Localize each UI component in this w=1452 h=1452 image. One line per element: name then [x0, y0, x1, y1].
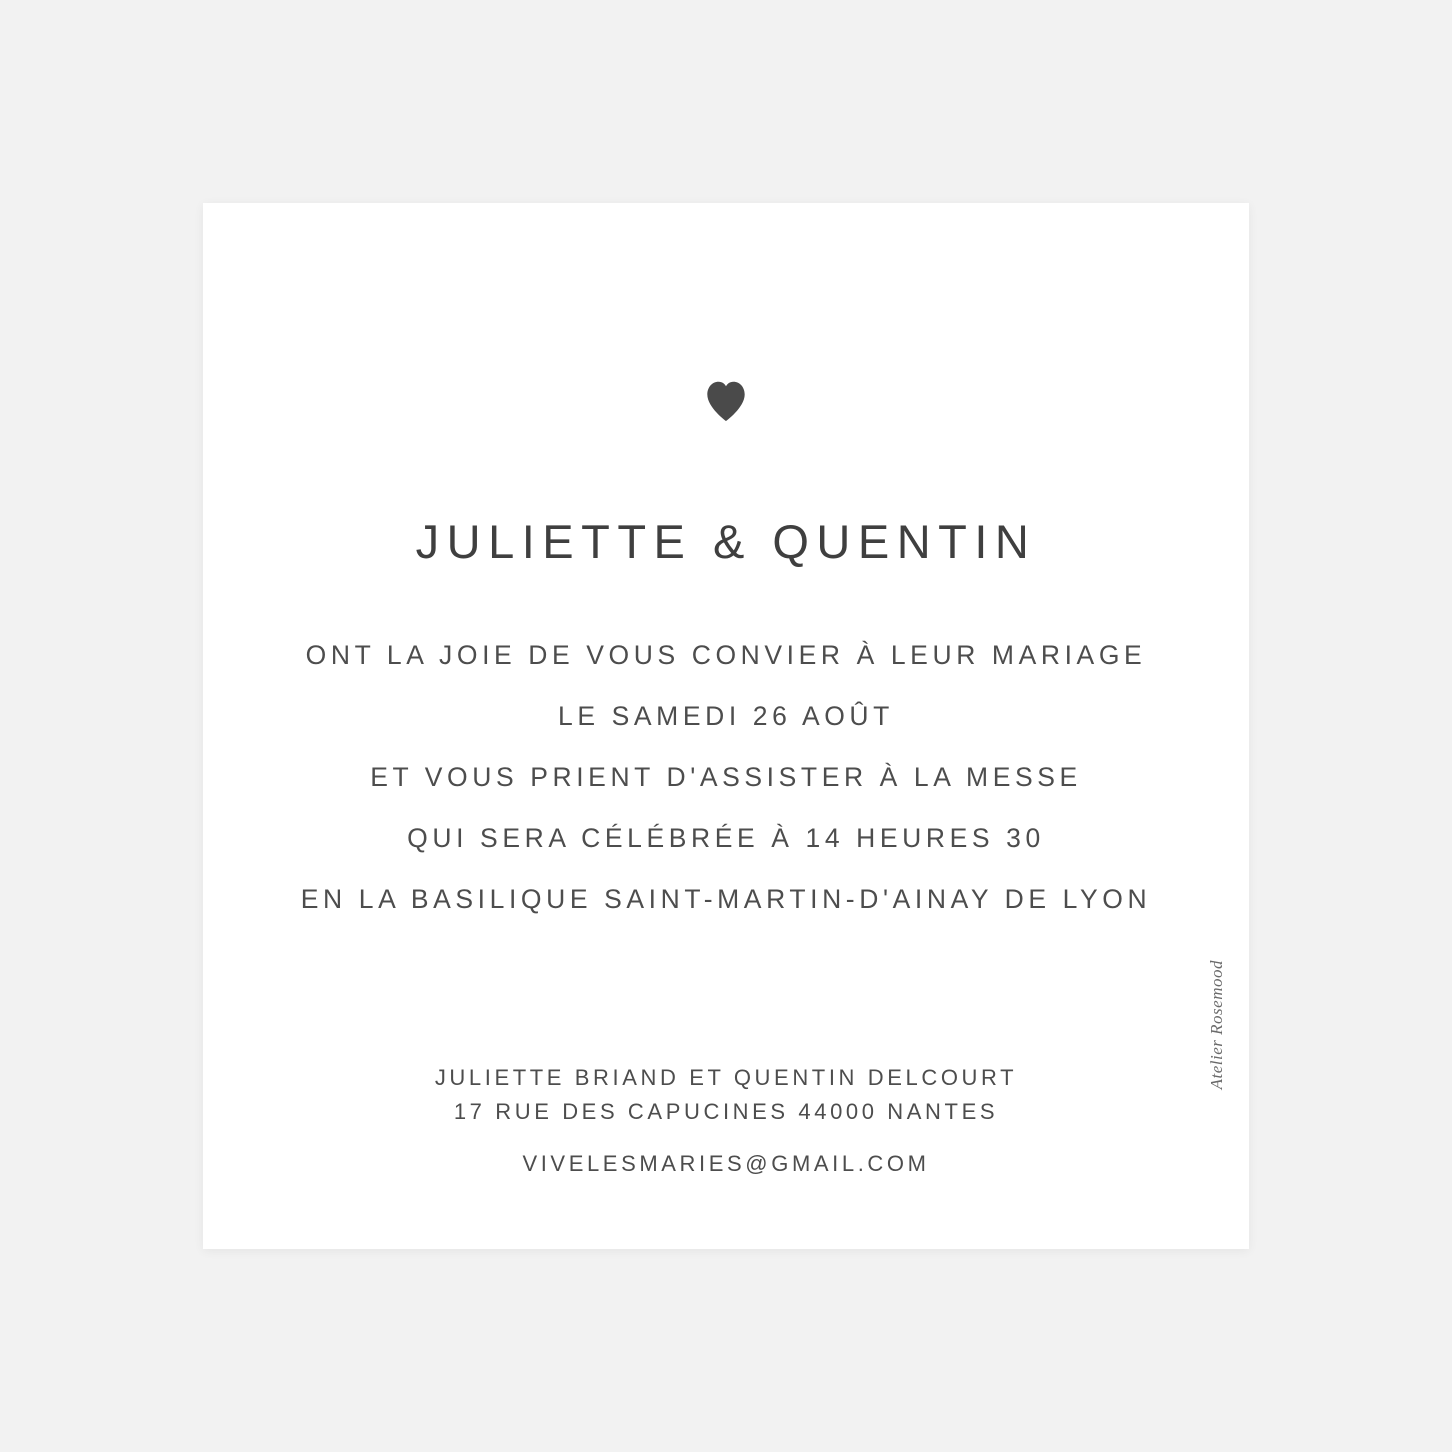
couple-names: JULIETTE & QUENTIN	[415, 515, 1037, 568]
invitation-line: LE SAMEDI 26 AOÛT	[558, 701, 894, 731]
invitation-text	[203, 625, 1249, 930]
sender-details	[203, 1061, 1249, 1177]
sender-names: JULIETTE BRIAND ET QUENTIN DELCOURT	[434, 1065, 1018, 1090]
studio-credit: Atelier Rosemood	[1207, 959, 1226, 1089]
invitation-line: QUI SERA CÉLÉBRÉE À 14 HEURES 30	[407, 823, 1045, 853]
wedding-invitation-card	[203, 203, 1249, 1249]
sender-address: 17 RUE DES CAPUCINES 44000 NANTES	[453, 1099, 999, 1124]
invitation-line: ET VOUS PRIENT D'ASSISTER À LA MESSE	[370, 762, 1082, 792]
invitation-line: EN LA BASILIQUE SAINT-MARTIN-D'AINAY DE LYON	[300, 884, 1152, 914]
heart-icon	[703, 378, 749, 424]
sender-email: VIVELESMARIES@GMAIL.COM	[522, 1151, 930, 1176]
invitation-line: ONT LA JOIE DE VOUS CONVIER À LEUR MARIAGE	[305, 640, 1147, 670]
